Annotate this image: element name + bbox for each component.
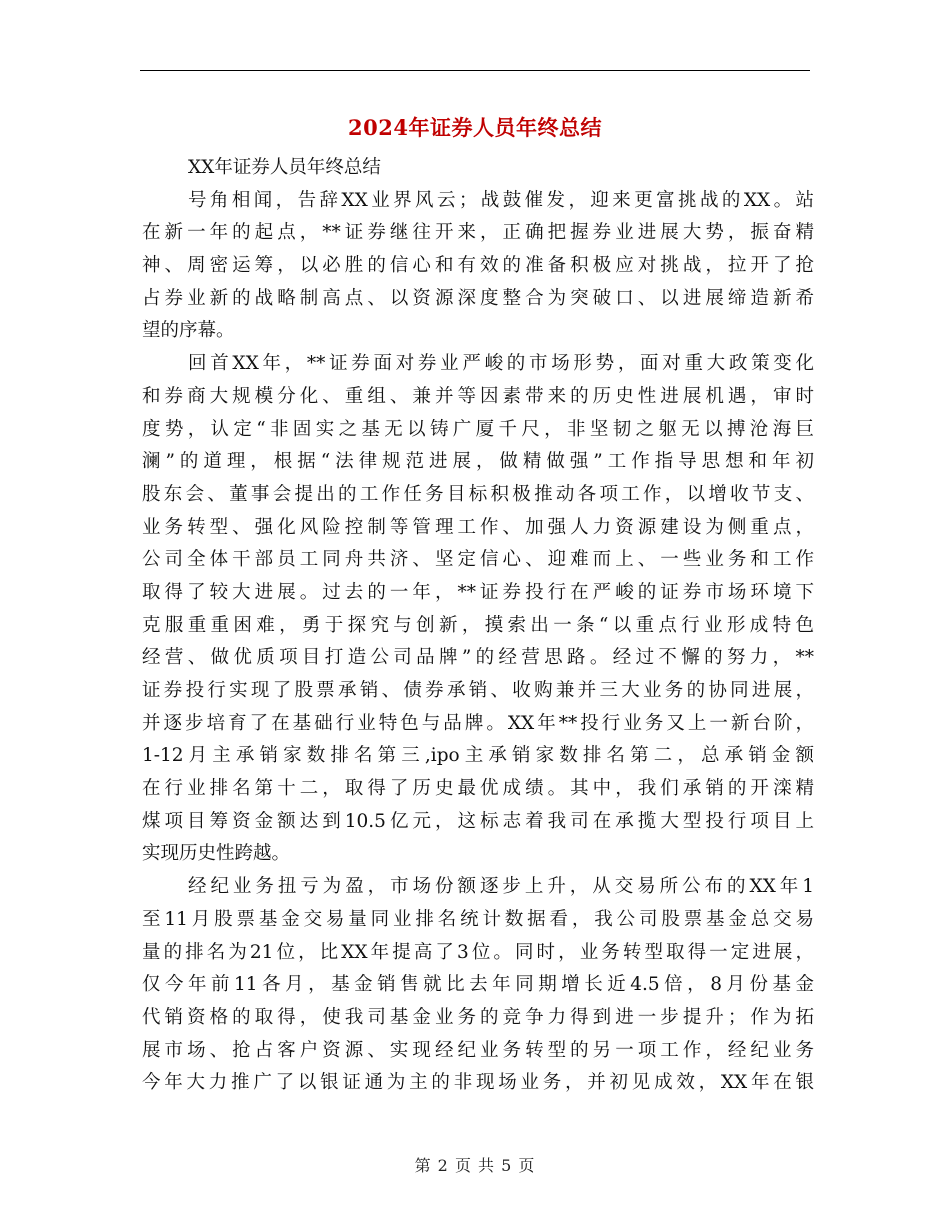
body-line: 煤项目筹资金额达到10.5亿元，这标志着我司在承揽大型投行项目上 bbox=[142, 810, 814, 832]
body-line: 展市场、抢占客户资源、实现经纪业务转型的另一项工作，经纪业务 bbox=[142, 1039, 814, 1061]
body-line: XX年证券人员年终总结 bbox=[188, 157, 381, 178]
body-line: 证券投行实现了股票承销、债券承销、收购兼并三大业务的协同进展， bbox=[142, 680, 814, 701]
body-line: 取得了较大进展。过去的一年，**证券投行在严峻的证券市场环境下 bbox=[142, 581, 814, 603]
body-line: 量的排名为21位，比XX年提高了3位。同时，业务转型取得一定进展， bbox=[142, 941, 814, 963]
body-line: 至11月股票基金交易量同业排名统计数据看，我公司股票基金总交易 bbox=[142, 908, 814, 930]
body-line: 望的序幕。 bbox=[142, 320, 235, 342]
body-line: 代销资格的取得，使我司基金业务的竞争力得到进一步提升；作为拓 bbox=[142, 1006, 814, 1028]
body-line: 仅今年前11各月，基金销售就比去年同期增长近4.5倍，8月份基金 bbox=[142, 974, 814, 996]
body-line: 和券商大规模分化、重组、兼并等因素带来的历史性进展机遇，审时 bbox=[142, 385, 814, 407]
body-line: 号角相闻，告辞XX业界风云；战鼓催发，迎来更富挑战的XX。站 bbox=[188, 189, 814, 211]
body-line: 经营、做优质项目打造公司品牌”的经营思路。经过不懈的努力，** bbox=[142, 647, 814, 669]
body-line: 今年大力推广了以银证通为主的非现场业务，并初见成效，XX年在银 bbox=[142, 1072, 814, 1094]
body-line: 实现历史性跨越。 bbox=[142, 843, 291, 865]
body-line: 神、周密运筹，以必胜的信心和有效的准备积极应对挑战，拉开了抢 bbox=[142, 255, 814, 277]
page-number: 第 2 页 共 5 页 bbox=[414, 1156, 536, 1175]
body-line: 业务转型、强化风险控制等管理工作、加强人力资源建设为侧重点， bbox=[142, 516, 814, 538]
body-line: 在行业排名第十二，取得了历史最优成绩。其中，我们承销的开滦精 bbox=[142, 778, 814, 800]
body-line: 并逐步培育了在基础行业特色与品牌。XX年**投行业务又上一新台阶， bbox=[142, 712, 814, 734]
body-line: 1-12月主承销家数排名第三,ipo主承销家数排名第二，总承销金额 bbox=[142, 745, 814, 767]
body-line: 公司全体干部员工同舟共济、坚定信心、迎难而上、一些业务和工作 bbox=[142, 549, 814, 571]
body-line: 股东会、董事会提出的工作任务目标积极推动各项工作，以增收节支、 bbox=[142, 483, 814, 505]
document-title: 2024年证券人员年终总结 bbox=[348, 115, 602, 140]
body-line: 占券业新的战略制高点、以资源深度整合为突破口、以进展缔造新希 bbox=[142, 287, 814, 309]
body-line: 度势，认定“非固实之基无以铸广厦千尺，非坚韧之躯无以搏沧海巨 bbox=[142, 418, 814, 440]
body-line: 回首XX年，**证券面对券业严峻的市场形势，面对重大政策变化 bbox=[188, 353, 814, 375]
body-line: 克服重重困难，勇于探究与创新，摸索出一条“以重点行业形成特色 bbox=[142, 614, 814, 636]
header-rule bbox=[140, 70, 810, 71]
body-line: 澜”的道理，根据“法律规范进展，做精做强”工作指导思想和年初 bbox=[142, 451, 814, 473]
document-body bbox=[142, 152, 814, 1100]
body-line: 经纪业务扭亏为盈，市场份额逐步上升，从交易所公布的XX年1 bbox=[188, 876, 814, 898]
body-line: 在新一年的起点，**证券继往开来，正确把握券业进展大势，振奋精 bbox=[142, 222, 814, 244]
